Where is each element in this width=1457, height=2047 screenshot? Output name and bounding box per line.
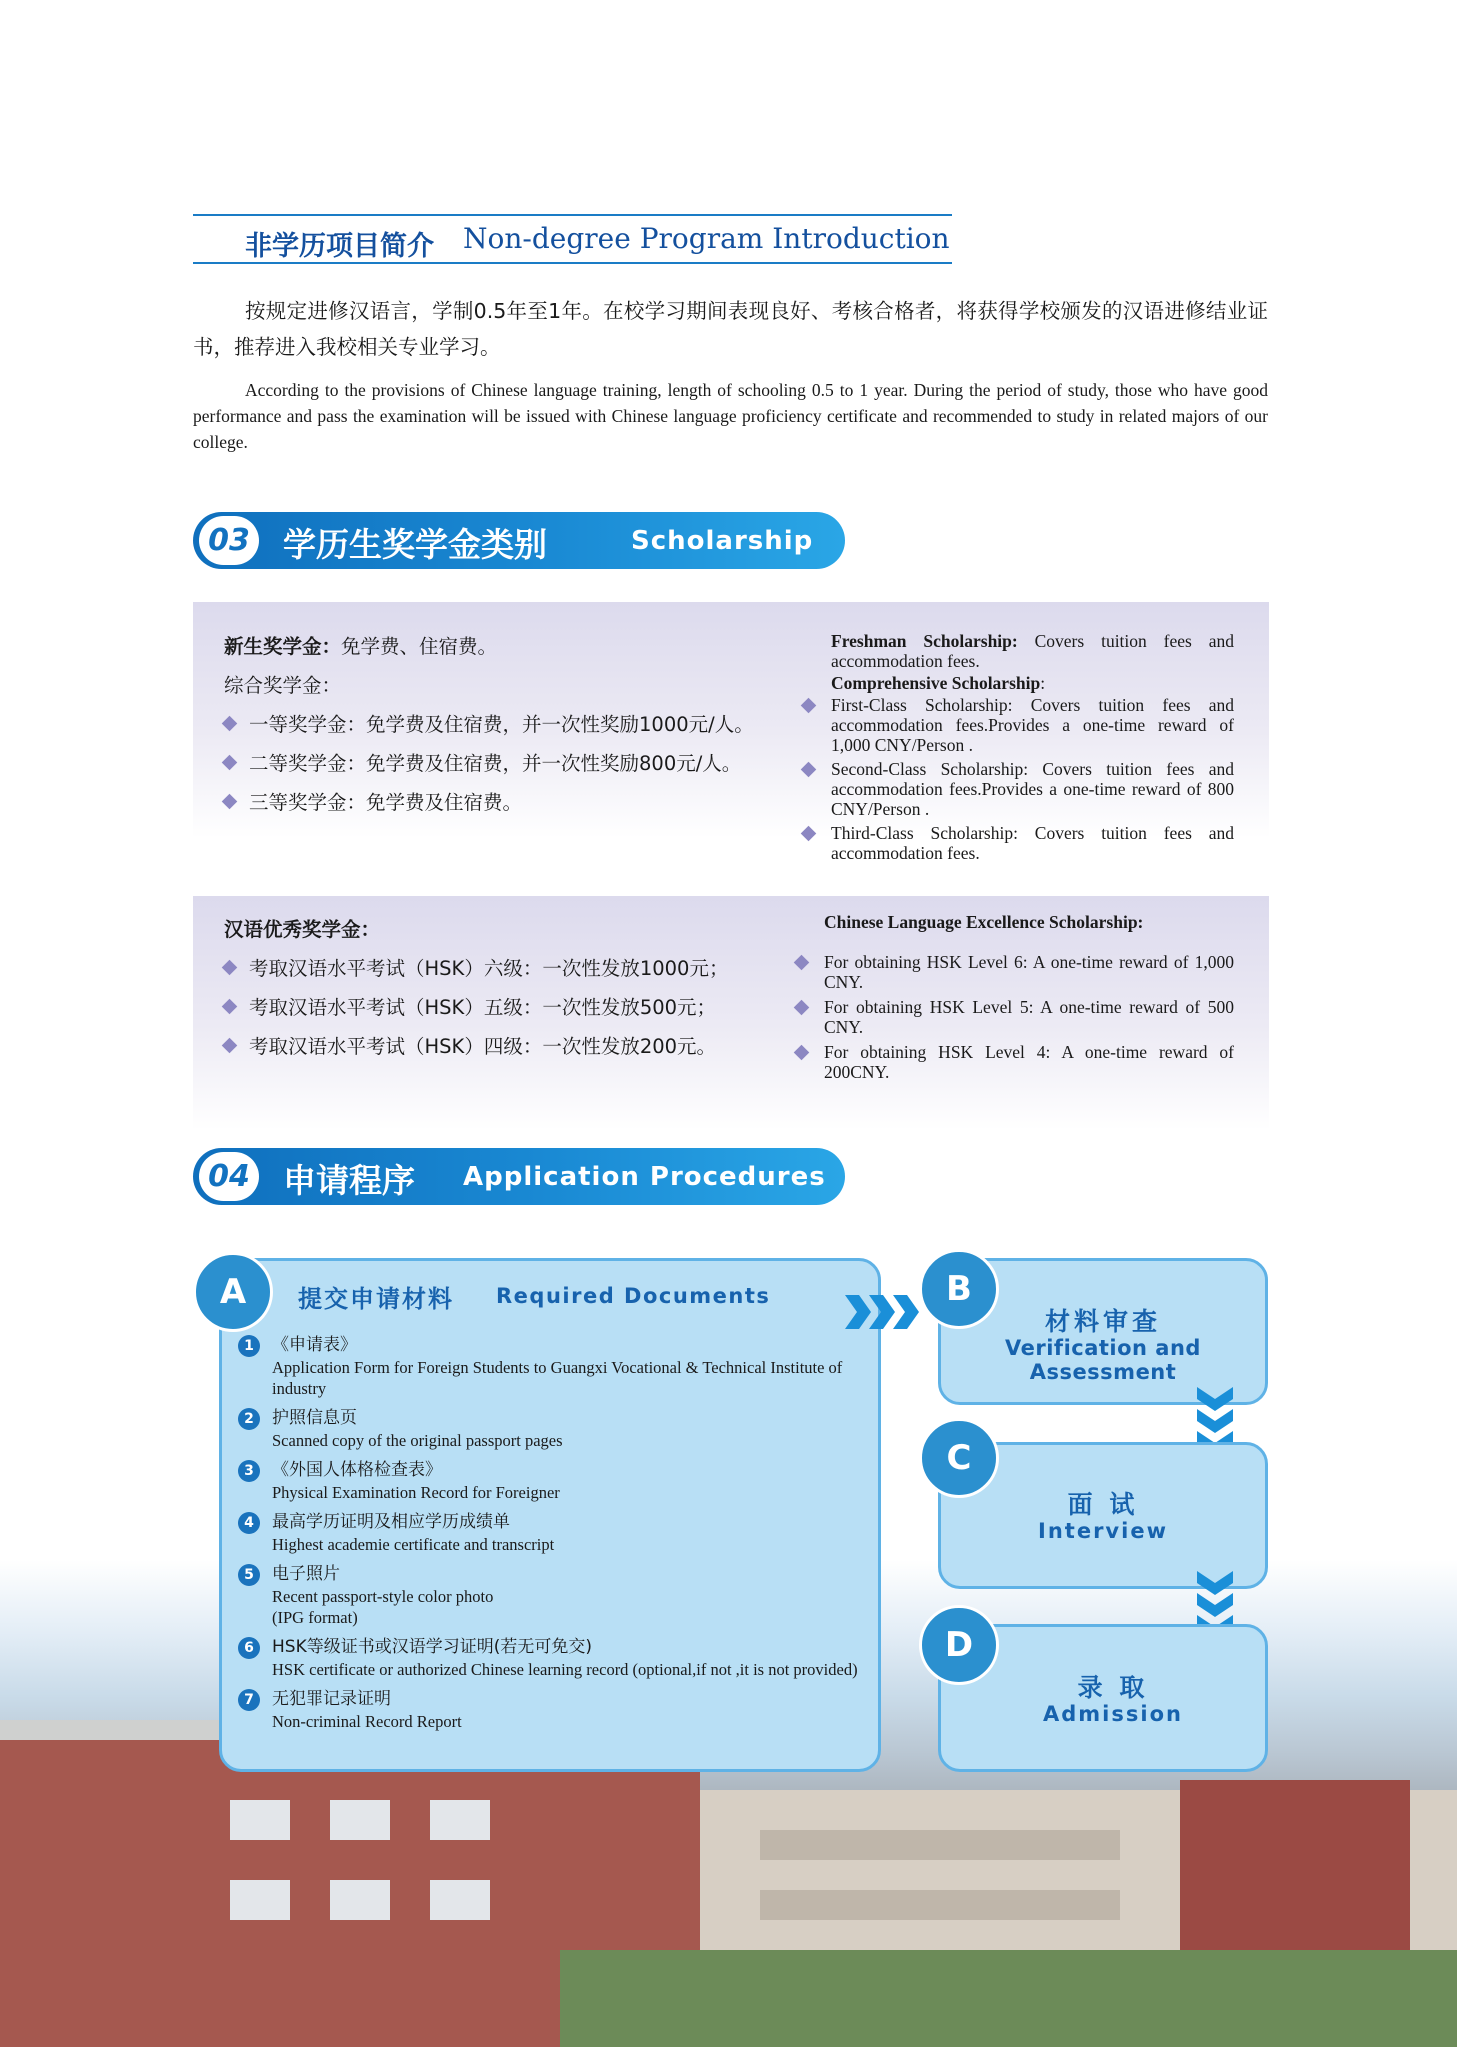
list-item: First-Class Scholarship: Covers tuition fees and accommodation fees.Provides a one-time reward of 1,000 CNY/Person .: [831, 695, 1234, 755]
scholarship-general-zh: [224, 627, 754, 822]
list-item: Third-Class Scholarship: Covers tuition fees and accommodation fees.: [831, 823, 1234, 863]
list-item: 一等奖学金：免学费及住宿费，并一次性奖励1000元/人。: [224, 705, 754, 744]
list-item: 三等奖学金：免学费及住宿费。: [224, 783, 754, 822]
comprehensive-label-en: Comprehensive Scholarship: [831, 673, 1041, 693]
diamond-bullet-icon: [222, 999, 238, 1015]
number-badge: 6: [238, 1637, 260, 1659]
list-item: 5 电子照片 Recent passport-style color photo (IPG format): [238, 1562, 868, 1628]
number-badge: 3: [238, 1460, 260, 1482]
step-b-title-zh: 材料审查: [1044, 1307, 1161, 1336]
number-badge: 4: [238, 1512, 260, 1534]
building-window: [230, 1800, 290, 1840]
intro-body-en: According to the provisions of Chinese language training, length of schooling 0.5 to 1 year. During the period of study, those who have good performance and pass the examination will be issued with Chinese language proficiency certificate and recommended to study in related majors of our college.: [193, 380, 1268, 452]
excellence-label-zh: 汉语优秀奖学金：: [224, 918, 381, 941]
number-badge: 1: [238, 1335, 260, 1357]
comprehensive-label-zh: 综合奖学金：: [224, 674, 342, 697]
chevron-right-icon: [845, 1295, 921, 1329]
list-item: 7 无犯罪记录证明 Non-criminal Record Report: [238, 1687, 868, 1732]
intro-section-header: [193, 214, 952, 264]
list-item: 考取汉语水平考试（HSK）六级：一次性发放1000元；: [224, 949, 728, 988]
list-item: 二等奖学金：免学费及住宿费，并一次性奖励800元/人。: [224, 744, 754, 783]
freshman-label-zh: 新生奖学金：: [224, 635, 342, 658]
step-c-title-en: Interview: [1038, 1519, 1168, 1543]
step-a-title-zh: 提交申请材料: [298, 1285, 454, 1313]
building-window: [760, 1830, 1120, 1860]
diamond-bullet-icon: [222, 755, 238, 771]
section-title-en: Application Procedures: [463, 1162, 826, 1192]
list-item: 考取汉语水平考试（HSK）五级：一次性发放500元；: [224, 988, 728, 1027]
step-d-title-en: Admission: [1043, 1702, 1183, 1726]
building-window: [430, 1880, 490, 1920]
freshman-label-en: Freshman Scholarship:: [831, 631, 1018, 651]
step-a-title-en: Required Documents: [496, 1284, 771, 1308]
section-title-zh: 申请程序: [283, 1161, 415, 1200]
building-window: [430, 1800, 490, 1840]
intro-title-zh: 非学历项目简介: [245, 231, 434, 262]
step-b-title-en: Verification and Assessment: [1005, 1336, 1201, 1384]
section-title-zh: 学历生奖学金类别: [283, 525, 547, 564]
required-documents-list: [238, 1333, 868, 1739]
section-number: 04: [199, 1152, 259, 1201]
step-d-title-zh: 录 取: [1077, 1673, 1149, 1702]
freshman-text-zh: 免学费、住宿费。: [341, 635, 498, 658]
number-badge: 7: [238, 1689, 260, 1711]
number-badge: 5: [238, 1564, 260, 1586]
section-title-en: Scholarship: [631, 526, 814, 556]
list-item: 1 《申请表》 Application Form for Foreign Students to Guangxi Vocational & Technical Institute of industry: [238, 1333, 868, 1399]
list-item: 考取汉语水平考试（HSK）四级：一次性发放200元。: [224, 1027, 728, 1066]
step-c-title-zh: 面 试: [1067, 1490, 1139, 1519]
intro-body-zh: 按规定进修汉语言，学制0.5年至1年。在校学习期间表现良好、考核合格者，将获得学校颁发的汉语进修结业证书，推荐进入我校相关专业学习。: [193, 299, 1268, 359]
building-window: [330, 1880, 390, 1920]
application-section-header: [193, 1148, 845, 1205]
diamond-bullet-icon: [222, 960, 238, 976]
list-item: For obtaining HSK Level 6: A one-time reward of 1,000 CNY.: [824, 952, 1234, 992]
diamond-bullet-icon: [222, 716, 238, 732]
building-window: [230, 1880, 290, 1920]
building-window: [330, 1800, 390, 1840]
campus-lawn: [560, 1950, 1457, 2047]
diamond-bullet-icon: [222, 794, 238, 810]
list-item: 2 护照信息页 Scanned copy of the original passport pages: [238, 1406, 868, 1451]
excellence-label-en: Chinese Language Excellence Scholarship:: [824, 912, 1144, 932]
scholarship-general-en: Freshman Scholarship: Covers tuition fees and accommodation fees. Comprehensive Scholarship: First-Class Scholarship: Covers tuition fees and accommodation fees.Provides a one-time reward of 1,000 CNY/Person . Second-Class Scholarship: Covers tuition fees and accommodation fees.Provides a one-time reward of 800 CNY/Person . Third-Class Scholarship: Covers tuition fees and accommodation fees.: [831, 631, 1234, 863]
list-item: 4 最高学历证明及相应学历成绩单 Highest academie certificate and transcript: [238, 1510, 868, 1555]
building-window: [760, 1890, 1120, 1920]
list-item: For obtaining HSK Level 5: A one-time reward of 500 CNY.: [824, 997, 1234, 1037]
section-number: 03: [199, 516, 259, 565]
scholarship-section-header: [193, 512, 845, 569]
scholarship-excellence-zh: [224, 910, 728, 1066]
step-d-badge: D: [919, 1605, 999, 1685]
list-item: Second-Class Scholarship: Covers tuition fees and accommodation fees.Provides a one-time reward of 800 CNY/Person .: [831, 759, 1234, 819]
step-a-badge: A: [193, 1252, 273, 1332]
scholarship-excellence-en: [824, 912, 1234, 1082]
step-b-badge: B: [919, 1249, 999, 1329]
list-item: 3 《外国人体格检查表》 Physical Examination Record for Foreigner: [238, 1458, 868, 1503]
step-c-badge: C: [919, 1418, 999, 1498]
number-badge: 2: [238, 1408, 260, 1430]
list-item: 6 HSK等级证书或汉语学习证明(若无可免交) HSK certificate or authorized Chinese learning record (optional,if not ,it is not provided): [238, 1635, 868, 1680]
diamond-bullet-icon: [222, 1038, 238, 1054]
freshman-text-en: Covers tuition fees and accommodation fees.: [831, 631, 1235, 671]
list-item: For obtaining HSK Level 4: A one-time reward of 200CNY.: [824, 1042, 1234, 1082]
intro-title-en: Non-degree Program Introduction: [463, 222, 950, 255]
